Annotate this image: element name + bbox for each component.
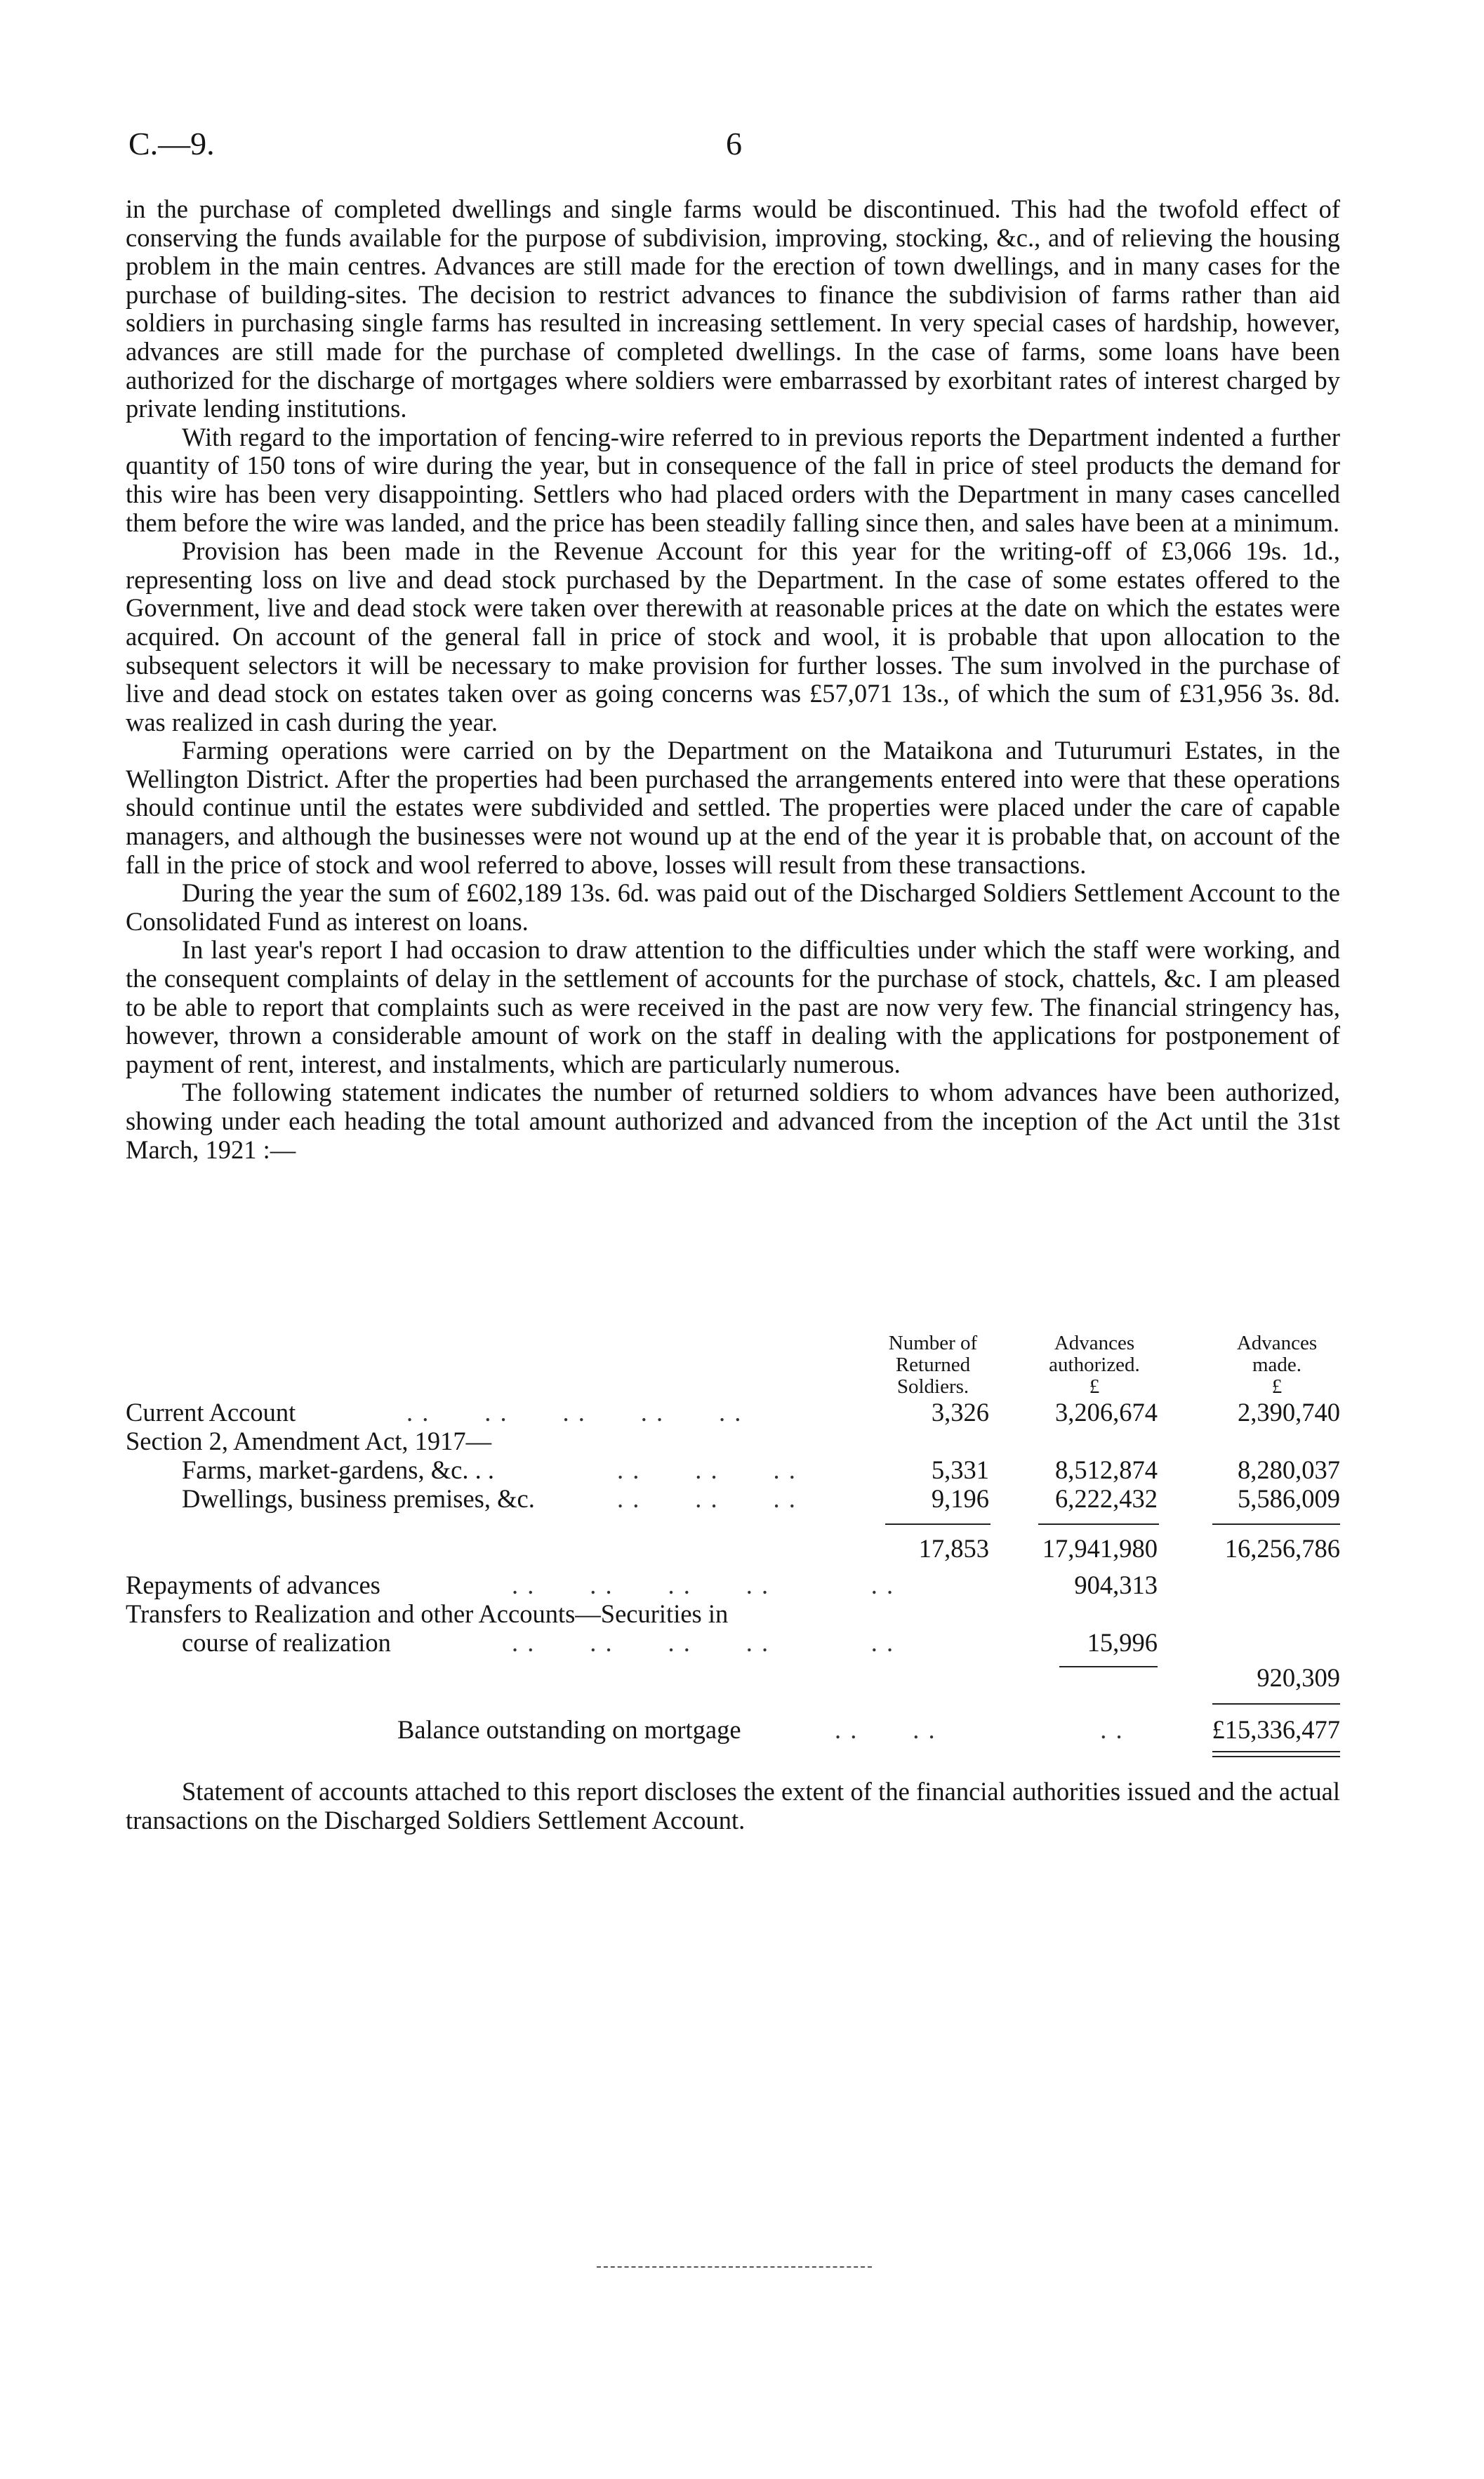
cell-made: 16,256,786 <box>1224 1534 1340 1563</box>
page-header <box>0 125 1484 174</box>
cell-authorized: 17,941,980 <box>1042 1534 1158 1563</box>
table-row-section-heading <box>126 1426 1340 1455</box>
table-row-transfers <box>126 1599 1340 1628</box>
row-label: Transfers to Realization and other Accounts—Securities in <box>126 1599 729 1628</box>
paragraph-housing-advances: in the purchase of completed dwellings and single farms would be discontinued. This had the twofold effect of conserving the funds available for the purpose of subdivision, improving, stocking, &c., and of relieving the housing problem in the main centres. Advances are still made for the erection of town dwellings, and in many cases for the purchase of building-sites. The decision to restrict advances to finance the subdivision of farms rather than aid soldiers in purchasing single farms has resulted in increasing settlement. In very special cases of hardship, however, advances are still made for the purchase of completed dwellings. In the case of farms, some loans have been authorized for the discharge of mortgages where soldiers were embarrassed by exorbitant rates of interest charged by private lending institutions. <box>126 194 1340 423</box>
table-row-farms <box>126 1455 1340 1484</box>
table-row-current-account <box>126 1397 1340 1427</box>
cell-soldiers: 3,326 <box>931 1398 989 1427</box>
table-row-transfers-continued <box>126 1627 1340 1657</box>
cell-made: 920,309 <box>1257 1663 1340 1692</box>
cell-soldiers: 9,196 <box>931 1484 989 1513</box>
table-row-balance <box>126 1714 1340 1744</box>
subtotal-rule-made <box>1212 1523 1340 1525</box>
leader-dots: . . . . . . . . . . <box>406 1398 743 1427</box>
table-row-repayments <box>126 1570 1340 1599</box>
double-rule-top <box>1212 1751 1340 1752</box>
cell-authorized: 904,313 <box>1074 1571 1158 1599</box>
end-rule <box>597 2266 872 2268</box>
table-row-dwellings <box>126 1483 1340 1513</box>
leader-dots: . . . . . . . . . . <box>512 1628 895 1657</box>
page-number: 6 <box>726 126 742 161</box>
paragraph-staff-work: In last year's report I had occasion to draw attention to the difficulties under which the staff were working, and the consequent complaints of delay in the settlement of accounts for the purchase of stock, chattels, &c. I am pleased to be able to report that complaints such as were received in the past are now very few. The financial stringency has, however, thrown a considerable amount of work on the staff in dealing with the applications for postponement of payment of rent, interest, and instalments, which are particularly numerous. <box>126 935 1340 1078</box>
document-reference: C.—9. <box>128 126 215 161</box>
cell-soldiers: 5,331 <box>931 1455 989 1484</box>
closing-paragraph: Statement of accounts attached to this report discloses the extent of the financial authorities issued and the actual transactions on the Discharged Soldiers Settlement Account. <box>126 1777 1340 1835</box>
paragraph-interest-payment: During the year the sum of £602,189 13s. 6d. was paid out of the Discharged Soldiers Settlement Account to the Consolidated Fund as interest on loans. <box>126 878 1340 936</box>
col-head-made: Advances made. £ <box>1236 1332 1318 1398</box>
row-label: Dwellings, business premises, &c. <box>182 1484 535 1513</box>
report-body <box>126 195 1340 1164</box>
cell-soldiers: 17,853 <box>918 1534 989 1563</box>
cell-made: 5,586,009 <box>1238 1484 1340 1513</box>
cell-authorized: 8,512,874 <box>1055 1455 1158 1484</box>
row-label: course of realization <box>182 1628 391 1657</box>
paragraph-stock-losses: Provision has been made in the Revenue Account for this year for the writing-off of £3,066 19s. 1d., representing loss on live and dead stock purchased by the Department. In the case of some estates offered to the Government, live and dead stock were taken over therewith at reasonable prices at the date on which the estates were acquired. On account of the general fall in price of stock and wool, it is probable that upon allocation to the subsequent selectors it will be necessary to make provision for further losses. The sum involved in the purchase of live and dead stock on estates taken over as going concerns was £57,071 13s., of which the sum of £31,956 3s. 8d. was realized in cash during the year. <box>126 536 1340 736</box>
leader-dots: . . . . . . <box>835 1715 1124 1744</box>
balance-rule <box>1212 1703 1340 1705</box>
cell-made: 8,280,037 <box>1238 1455 1340 1484</box>
row-label: Farms, market-gardens, &c. . . <box>182 1455 494 1484</box>
cell-authorized: 15,996 <box>1087 1628 1158 1657</box>
cell-made: 2,390,740 <box>1238 1398 1340 1427</box>
cell-authorized: 3,206,674 <box>1055 1398 1158 1427</box>
row-label: Balance outstanding on mortgage <box>397 1715 741 1744</box>
table-row-deductions-total <box>126 1662 1340 1692</box>
col-head-soldiers: Number of Returned Soldiers. <box>888 1332 978 1398</box>
cell-authorized: 6,222,432 <box>1055 1484 1158 1513</box>
subtotal-rule-soldiers <box>885 1523 991 1525</box>
row-label: Section 2, Amendment Act, 1917— <box>126 1427 492 1455</box>
table-row-totals <box>126 1533 1340 1563</box>
leader-dots: . . . . . . <box>617 1455 797 1484</box>
row-label: Repayments of advances <box>126 1571 380 1599</box>
paragraph-statement-intro: The following statement indicates the number of returned soldiers to whom advances have been authorized, showing under each heading the total amount authorized and advanced from the inception of the Act until the 31st March, 1921 :— <box>126 1078 1340 1164</box>
paragraph-farming-operations: Farming operations were carried on by the Department on the Mataikona and Tuturumuri Estates, in the Wellington District. After the properties had been purchased the arrangements entered into were that these operations should continue until the estates were subdivided and settled. The properties were placed under the care of capable managers, and although the businesses were not wound up at the end of the year it is probable that, on account of the fall in the price of stock and wool referred to above, losses will result from these transactions. <box>126 736 1340 879</box>
subtotal-rule-authorized <box>1038 1523 1159 1525</box>
double-rule-bottom <box>1212 1756 1340 1757</box>
row-label: Current Account <box>126 1398 296 1427</box>
leader-dots: . . . . . . . . . . <box>512 1571 895 1599</box>
leader-dots: . . . . . . <box>617 1484 797 1513</box>
cell-made: £15,336,477 <box>1212 1715 1340 1744</box>
paragraph-fencing-wire: With regard to the importation of fencing-wire referred to in previous reports the Department indented a further quantity of 150 tons of wire during the year, but in consequence of the fall in price of steel products the demand for this wire has been very disappointing. Settlers who had placed orders with the Department in many cases cancelled them before the wire was landed, and the price has been steadily falling since then, and sales have been at a minimum. <box>126 422 1340 537</box>
col-head-authorized: Advances authorized. £ <box>1049 1332 1140 1398</box>
